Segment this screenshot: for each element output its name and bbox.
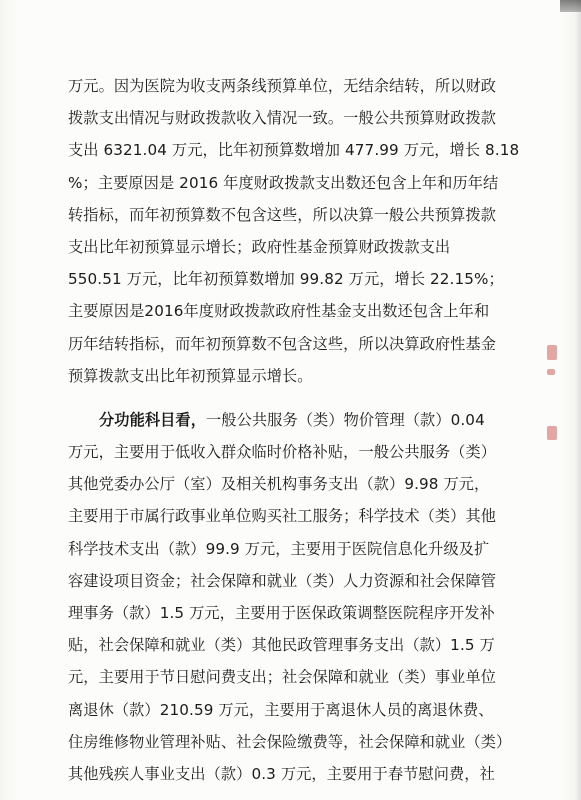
text-line: 支出比年初预算显示增长；政府性基金预算财政拨款支出 — [68, 237, 451, 256]
text-line: 科学技术支出（款）99.9 万元，主要用于医院信息化升级及扩 — [68, 539, 490, 558]
page-edge-shadow — [575, 0, 581, 800]
red-stamp-mark — [547, 369, 555, 375]
paragraph-lead-line — [68, 404, 513, 436]
red-stamp-mark — [547, 426, 557, 440]
text-line: 贴，社会保障和就业（类）其他民政管理事务支出（款）1.5 万 — [68, 636, 495, 655]
text-line: 住房维修物业管理补贴、社会保险缴费等，社会保障和就业（类） — [68, 732, 512, 751]
document-body — [68, 70, 520, 790]
text-line: 拨款支出情况与财政拨款收入情况一致。一般公共预算财政拨款 — [68, 109, 497, 128]
text-line: 其他残疾人事业支出（款）0.3 万元，主要用于春节慰问费，社 — [68, 764, 495, 783]
scan-mark — [560, 0, 581, 12]
red-stamp-mark — [547, 345, 557, 360]
text-line: 预算拨款支出比年初预算显示增长。 — [68, 366, 313, 385]
paragraph-gap — [68, 392, 513, 404]
text-line: 主要用于市属行政事业单位购买社工服务；科学技术（类）其他 — [68, 507, 497, 526]
text-line: 万元。因为医院为收支两条线预算单位，无结余结转，所以财政 — [68, 77, 497, 95]
text-line: 其他党委办公厅（室）及相关机构事务支出（款）9.98 万元， — [68, 475, 490, 494]
text-line: 历年结转指标，而年初预算数不包含这些，所以决算政府性基金 — [68, 334, 497, 353]
text-line: 理事务（款）1.5 万元，主要用于医保政策调整医院程序开发补 — [68, 604, 495, 622]
section-lead-bold: 分功能科目看， — [99, 410, 207, 429]
text-line: 转指标，而年初预算数不包含这些，所以决算一般公共预算拨款 — [68, 205, 497, 224]
text-line: 主要原因是2016年度财政拨款政府性基金支出数还包含上年和 — [68, 302, 490, 321]
text-line: 550.51 万元，比年初预算数增加 99.82 万元，增长 22.15%； — [68, 270, 504, 289]
text-line: 离退休（款）210.59 万元，主要用于离退休人员的离退休费、 — [68, 700, 494, 719]
text-line: 容建设项目资金；社会保障和就业（类）人力资源和社会保障管 — [68, 571, 497, 590]
text-line: 支出 6321.04 万元，比年初预算数增加 477.99 万元，增长 8.18 — [68, 141, 520, 160]
section-lead-text: 一般公共服务（类）物价管理（款）0.04 — [206, 410, 485, 429]
text-line: 元，主要用于节日慰问费支出；社会保障和就业（类）事业单位 — [68, 668, 497, 687]
text-line: 万元，主要用于低收入群众临时价格补贴，一般公共服务（类） — [68, 443, 497, 462]
text-line: %；主要原因是 2016 年度财政拨款支出数还包含上年和历年结 — [68, 173, 499, 192]
